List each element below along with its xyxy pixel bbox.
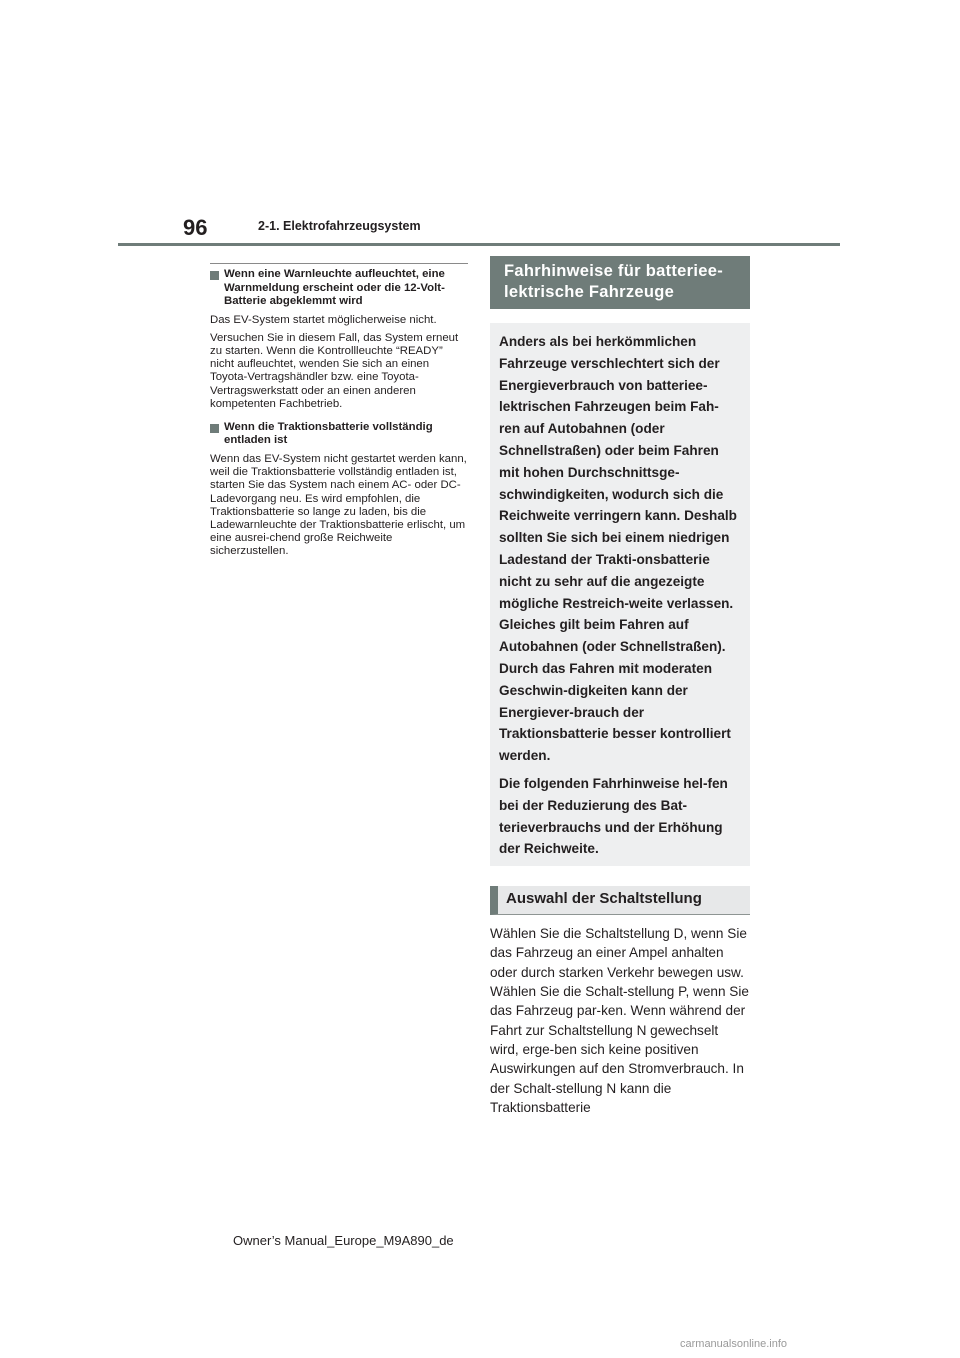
- body-paragraph: Wählen Sie die Schaltstellung D, wenn Sie das Fahrzeug an einer Ampel anhalten oder durch starken Verkehr bewegen usw. Wählen Sie die Schalt-stellung P, wenn Sie das Fahrzeug par-ken. Wenn während der Fahrt zur Schaltstellung N gewechselt wird, erge-ben sich keine positiven Auswirkungen auf den Stromverbrauch. In der Schalt-stellung N kann die Traktionsbatterie: [490, 926, 749, 1115]
- paragraph: Wenn das EV-System nicht gestartet werden kann, weil die Traktionsbatterie vollständig entladen ist, starten Sie das System nach einem AC- oder DC-Ladevorgang neu. Es wird empfohlen, die Traktionsbatterie so lange zu laden, bis die Ladewarnleuchte der Traktionsbatterie erlischt, um eine ausrei-chend große Reichweite sicherzustellen.: [210, 452, 467, 558]
- paragraph: Versuchen Sie in diesem Fall, das System erneut zu starten. Wenn die Kontrollleuchte “READY” nicht aufleuchtet, wenden Sie sich an einen Toyota-Vertragshändler bzw. eine Toyota-Vertragswerkstatt oder an einen anderen kompetenten Fachbetrieb.: [210, 331, 459, 410]
- intro-box: [490, 323, 750, 866]
- right-column: [490, 256, 750, 1117]
- watermark: carmanualsonline.info: [680, 1338, 788, 1350]
- page-number: 96: [183, 215, 208, 240]
- header-rule: [118, 243, 840, 246]
- intro-paragraph: Anders als bei herkömmlichen Fahrzeuge verschlechtert sich der Energieverbrauch von batteriee-lektrischen Fahrzeugen beim Fah-ren auf Autobahnen (oder Schnellstraßen) oder beim Fahren mit hohen Durchschnittsge-schwindigkeiten, wodurch sich die Reichweite verringern kann. Deshalb sollten Sie sich bei einem niedrigen Ladestand der Trakti-onsbatterie nicht zu sehr auf die angezeigte mögliche Restreich-weite verlassen. Gleiches gilt beim Fahren auf Autobahnen (oder Schnellstraßen). Durch das Fahren mit moderaten Geschwin-digkeiten kann der Energiever-brauch der Traktionsbatterie besser kontrolliert werden.: [499, 334, 737, 764]
- section-header: 2-1. Elektrofahrzeugsystem: [258, 219, 421, 233]
- topic-title: Wenn eine Warnleuchte aufleuchtet, eine Warnmeldung erscheint oder die 12-Volt-Batterie abgeklemmt wird: [224, 268, 445, 307]
- intro-paragraph: Die folgenden Fahrhinweise hel-fen bei der Reduzierung des Bat-terieverbrauchs und der Erhöhung der Reichweite.: [499, 775, 728, 857]
- paragraph: Das EV-System startet möglicherweise nicht.: [210, 313, 437, 326]
- bullet-square-icon: [210, 424, 219, 433]
- topic-title: Wenn die Traktionsbatterie vollständig entladen ist: [224, 420, 433, 447]
- left-column: [210, 263, 468, 559]
- topic-warning-light: [210, 268, 468, 309]
- section-banner: Fahrhinweise für batteriee-lektrische Fahrzeuge: [490, 256, 750, 309]
- topic-battery-discharged: [210, 421, 468, 448]
- sub-heading: Auswahl der Schaltstellung: [490, 886, 750, 915]
- topic-rule: [210, 263, 468, 264]
- footer-manual-id: Owner’s Manual_Europe_M9A890_de: [233, 1233, 454, 1248]
- bullet-square-icon: [210, 271, 219, 280]
